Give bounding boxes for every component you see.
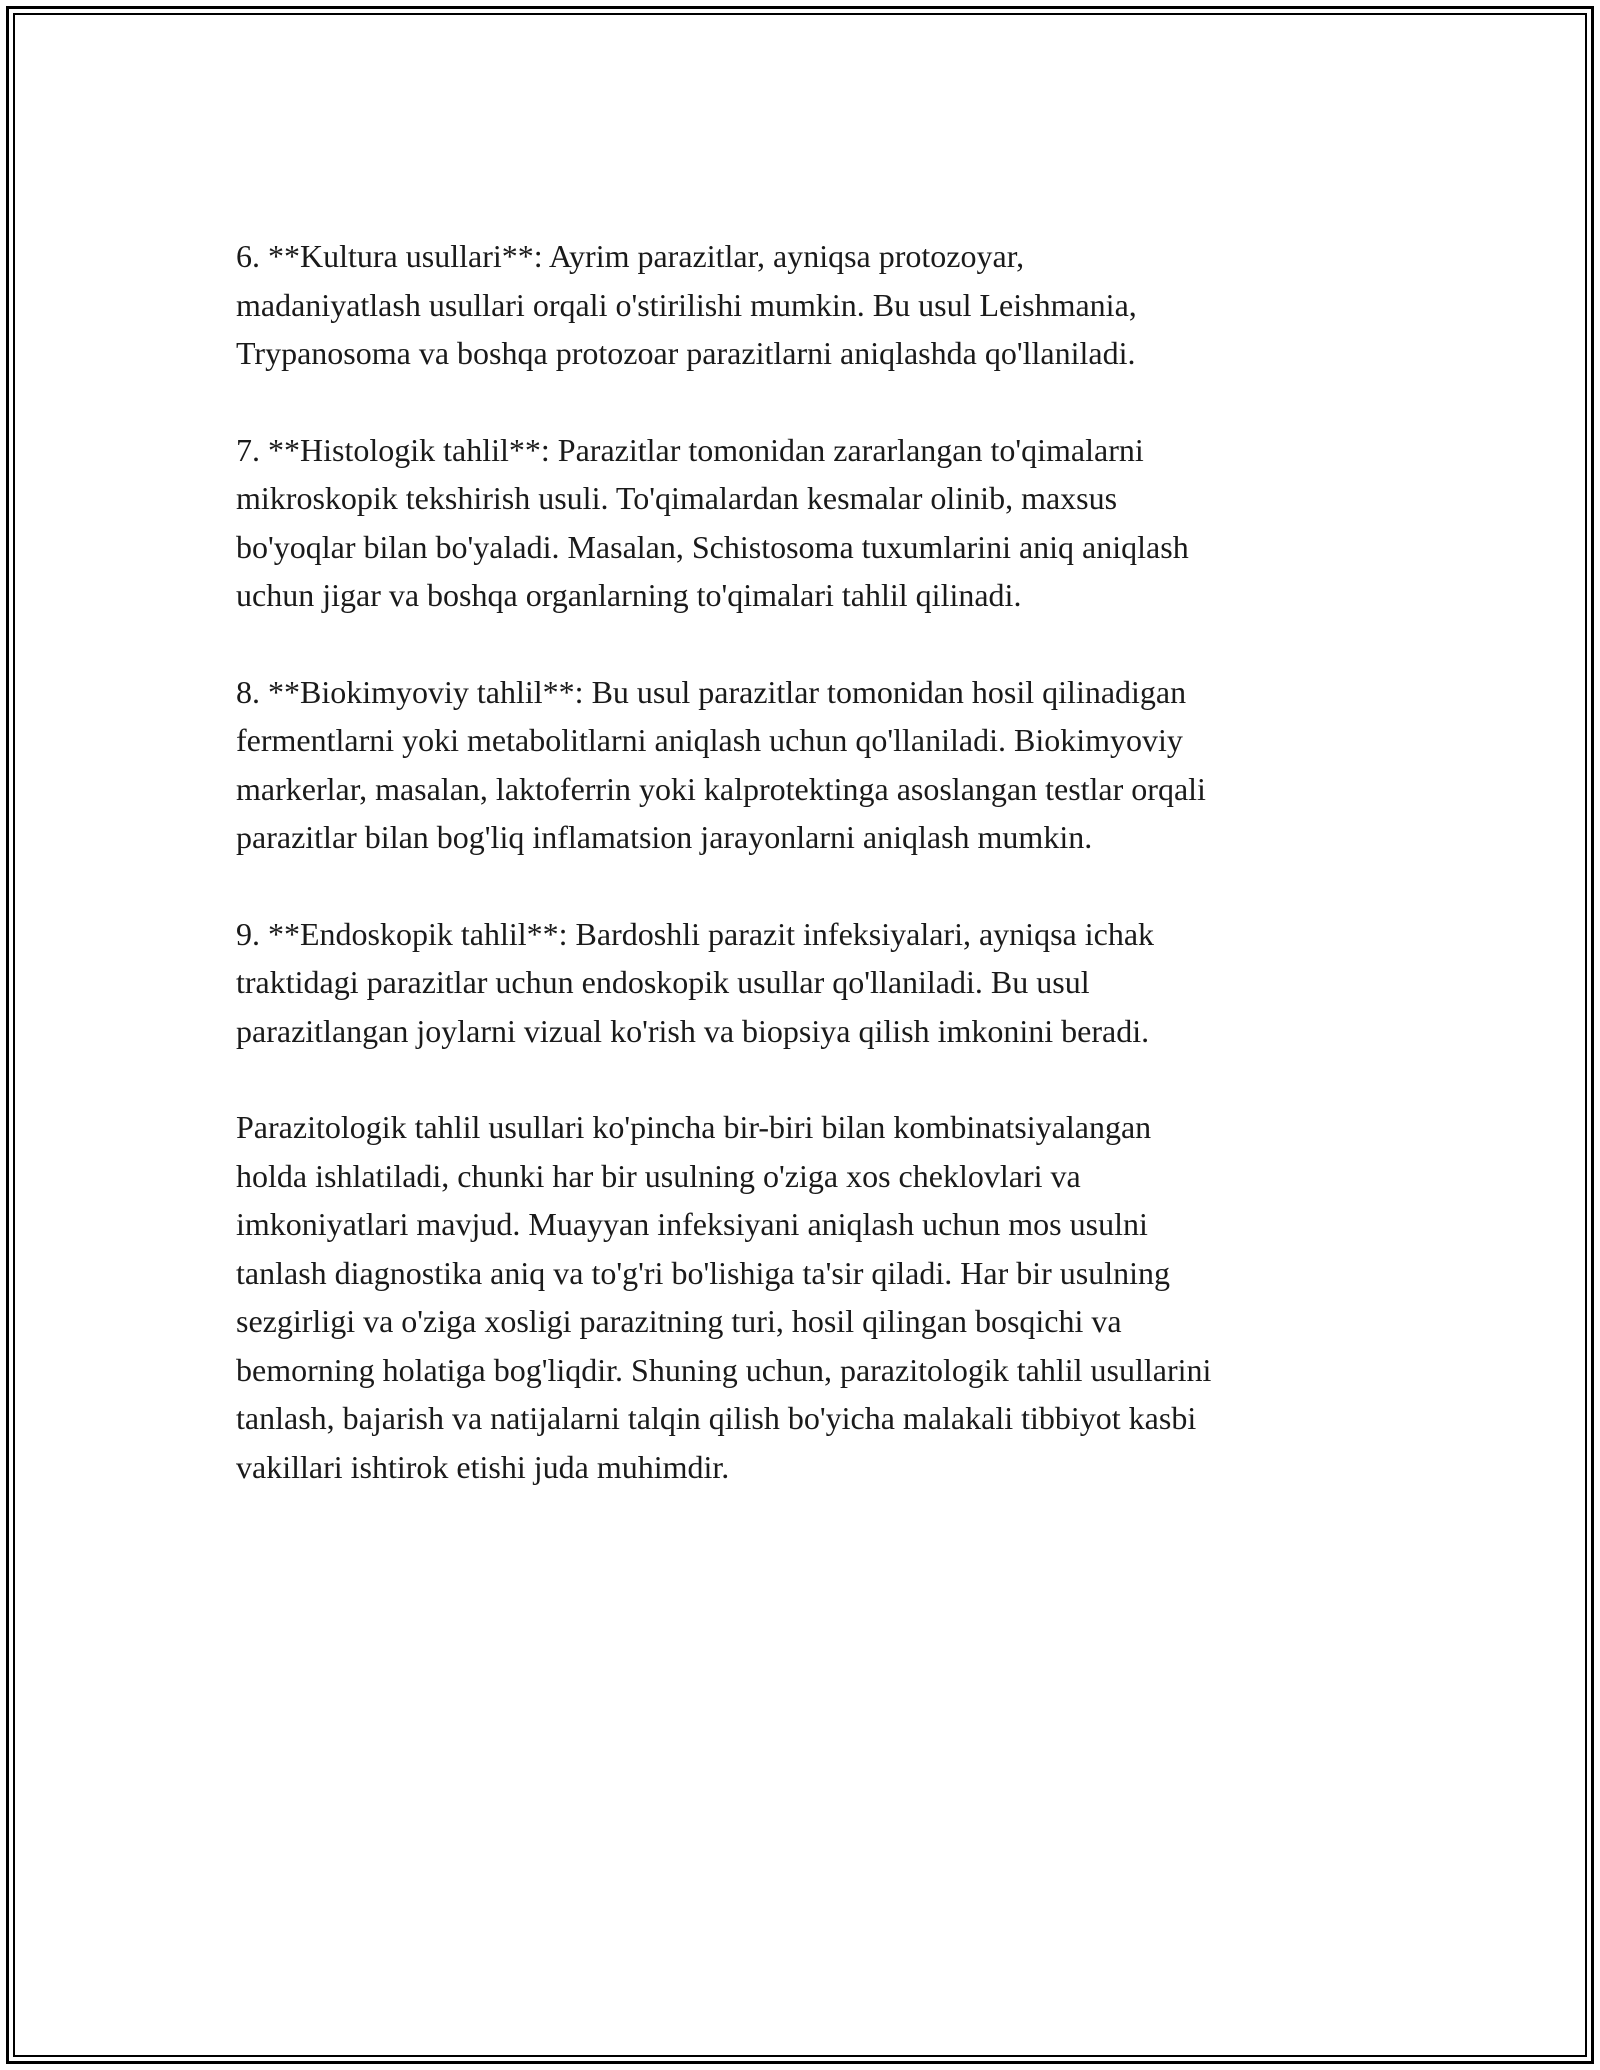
text-line: bo'yoqlar bilan bo'yaladi. Masalan, Schistosoma tuxumlarini aniq aniqlash <box>236 528 1189 565</box>
text-line: tanlash diagnostika aniq va to'g'ri bo'lishiga ta'sir qiladi. Har bir usulning <box>236 1254 1171 1291</box>
text-line: Trypanosoma va boshqa protozoar parazitlarni aniqlashda qo'llaniladi. <box>236 335 1136 371</box>
text-line: madaniyatlash usullari orqali o'stirilishi mumkin. Bu usul Leishmania, <box>236 286 1137 323</box>
text-line: 6. **Kultura usullari**: Ayrim parazitlar, ayniqsa protozoyar, <box>236 238 1025 274</box>
text-line: uchun jigar va boshqa organlarning to'qimalari tahlil qilinadi. <box>236 577 1022 613</box>
paragraph-endoskopik-tahlil <box>236 910 1416 1056</box>
text-line: Parazitologik tahlil usullari ko'pincha bir-biri bilan kombinatsiyalangan <box>236 1109 1152 1145</box>
text-line: tanlash, bajarish va natijalarni talqin qilish bo'yicha malakali tibbiyot kasbi <box>236 1400 1197 1436</box>
text-line: mikroskopik tekshirish usuli. To'qimalardan kesmalar olinib, maxsus <box>236 480 1118 516</box>
text-line: imkoniyatlari mavjud. Muayyan infeksiyani aniqlash uchun mos usulni <box>236 1206 1148 1242</box>
text-line: bemorning holatiga bog'liqdir. Shuning uchun, parazitologik tahlil usullarini <box>236 1351 1212 1388</box>
paragraph-kultura-usullari <box>236 232 1416 378</box>
paragraph-biokimyoviy-tahlil <box>236 668 1416 862</box>
text-line: parazitlar bilan bog'liq inflamatsion jarayonlarni aniqlash mumkin. <box>236 819 1093 855</box>
text-line: fermentlarni yoki metabolitlarni aniqlash uchun qo'llaniladi. Biokimyoviy <box>236 722 1183 758</box>
text-line: parazitlangan joylarni vizual ko'rish va biopsiya qilish imkonini beradi. <box>236 1012 1150 1049</box>
document-body <box>236 232 1416 1539</box>
text-line: sezgirligi va o'ziga xosligi parazitning turi, hosil qilingan bosqichi va <box>236 1303 1122 1339</box>
text-line: holda ishlatiladi, chunki har bir usulning o'ziga xos cheklovlari va <box>236 1157 1081 1194</box>
paragraph-histologik-tahlil <box>236 426 1416 620</box>
text-line: traktidagi parazitlar uchun endoskopik usullar qo'llaniladi. Bu usul <box>236 964 1090 1000</box>
text-line: vakillari ishtirok etishi juda muhimdir. <box>236 1448 730 1485</box>
text-line: 7. **Histologik tahlil**: Parazitlar tomonidan zararlangan to'qimalarni <box>236 431 1144 468</box>
text-line: 9. **Endoskopik tahlil**: Bardoshli parazit infeksiyalari, ayniqsa ichak <box>236 915 1155 952</box>
text-line: markerlar, masalan, laktoferrin yoki kalprotektinga asoslangan testlar orqali <box>236 770 1206 807</box>
text-line: 8. **Biokimyoviy tahlil**: Bu usul parazitlar tomonidan hosil qilinadigan <box>236 673 1187 710</box>
paragraph-conclusion <box>236 1103 1416 1491</box>
